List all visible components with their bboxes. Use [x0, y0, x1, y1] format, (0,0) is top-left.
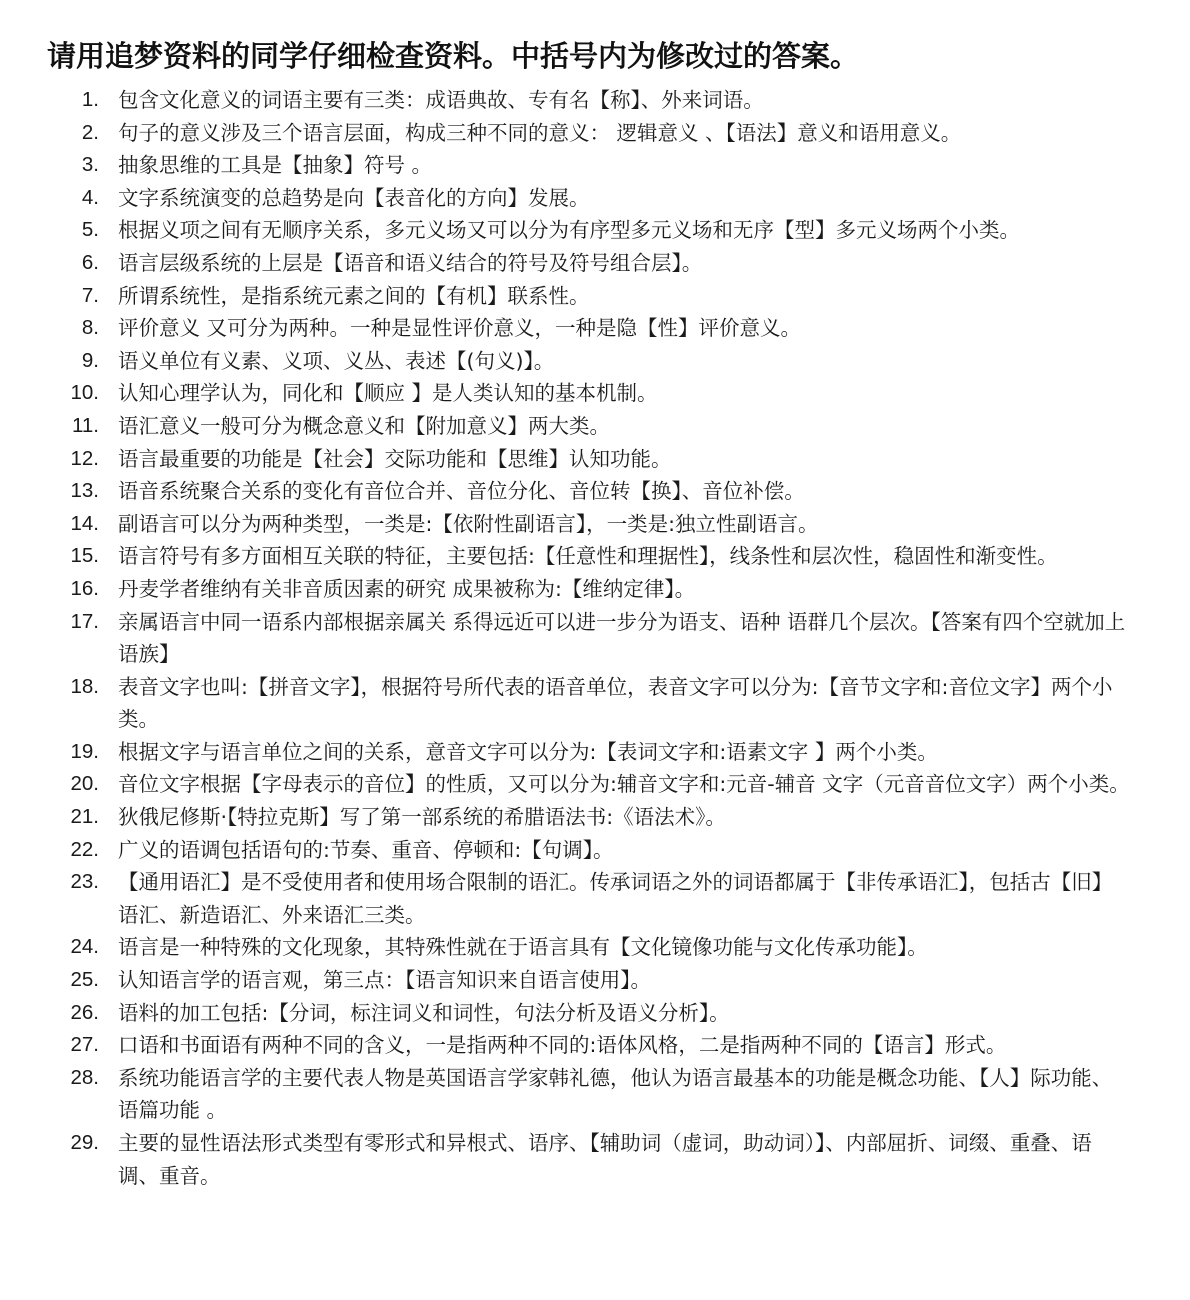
- item-number: 9.: [81, 348, 99, 372]
- item-text: 主要的显性语法形式类型有零形式和异根式、语序、【辅助词（虚词，助动词）】、内部屈折、词缀、重叠、语调、重音。: [118, 1131, 1092, 1188]
- item-number: 28.: [70, 1065, 99, 1089]
- item-number: 29.: [70, 1131, 99, 1154]
- item-number: 2.: [81, 120, 99, 144]
- list-item: [47, 247, 1150, 280]
- item-text: 语言最重要的功能是【社会】交际功能和【思维】认知功能。: [118, 446, 672, 471]
- item-number: 5.: [81, 218, 99, 242]
- list-item: [47, 964, 1150, 997]
- item-text: 认知语言学的语言观，第三点：【语言知识来自语言使用】。: [118, 968, 651, 993]
- item-number: 15.: [70, 544, 99, 568]
- item-number: 24.: [70, 935, 99, 959]
- item-number: 18.: [70, 674, 99, 698]
- list-item: [47, 117, 1150, 150]
- item-text: 语言是一种特殊的文化现象，其特殊性就在于语言具有【文化镜像功能与文化传承功能】。: [118, 935, 928, 960]
- item-number: 7.: [81, 283, 99, 307]
- page-title: 请用追梦资料的同学仔细检查资料。中括号内为修改过的答案。: [47, 39, 860, 73]
- item-number: 12.: [70, 446, 99, 470]
- item-number: 3.: [81, 153, 99, 177]
- item-text: 语言层级系统的上层是【语音和语义结合的符号及符号组合层】。: [118, 250, 703, 275]
- item-text: 认知心理学认为，同化和【顺应 】是人类认知的基本机制。: [118, 381, 658, 406]
- item-text: 所谓系统性，是指系统元素之间的【有机】联系性。: [118, 283, 590, 308]
- list-item: [47, 540, 1150, 573]
- item-number: 13.: [70, 479, 99, 503]
- item-text: 【通用语汇】是不受使用者和使用场合限制的语汇。传承词语之外的词语都属于【非传承语汇】，包括古【旧】语汇、新造语汇、外来语汇三类。: [118, 870, 1113, 927]
- list-item: [47, 573, 1150, 606]
- list-item: [47, 1062, 1150, 1127]
- item-text: 根据文字与语言单位之间的关系，意音文字可以分为:【表词文字和:语素文字 】两个小类。: [118, 739, 938, 764]
- item-text: 文字系统演变的总趋势是向【表音化的方向】发展。: [118, 185, 590, 210]
- item-number: 26.: [70, 1000, 99, 1024]
- item-text: 根据义项之间有无顺序关系，多元义场又可以分为有序型多元义场和无序【型】多元义场两个小类。: [118, 218, 1020, 243]
- item-text: 丹麦学者维纳有关非音质因素的研究 成果被称为:【维纳定律】。: [118, 576, 696, 601]
- item-number: 8.: [81, 316, 99, 340]
- list-item: [47, 768, 1150, 801]
- list-item: [47, 312, 1150, 345]
- item-text: 语料的加工包括:【分词，标注词义和词性，句法分析及语义分析】。: [118, 1000, 730, 1025]
- item-text: 表音文字也叫:【拼音文字】，根据符号所代表的语音单位，表音文字可以分为:【音节文字和:音位文字】两个小类。: [118, 674, 1113, 732]
- list-item: [47, 345, 1150, 378]
- answer-list: [47, 84, 1150, 1192]
- item-text: 语义单位有义素、义项、义丛、表述【(句义)】。: [118, 348, 555, 373]
- list-item: [47, 736, 1150, 769]
- item-text: 评价意义 又可分为两种。一种是显性评价意义，一种是隐【性】评价意义。: [118, 316, 802, 341]
- item-text: 包含文化意义的词语主要有三类：成语典故、专有名【称】、外来词语。: [118, 88, 764, 112]
- list-item: [47, 214, 1150, 247]
- item-number: 1.: [81, 88, 99, 111]
- item-number: 10.: [70, 381, 99, 405]
- item-text: 语汇意义一般可分为概念意义和【附加意义】两大类。: [118, 413, 610, 438]
- list-item: [47, 377, 1150, 410]
- list-item: [47, 410, 1150, 443]
- item-text: 副语言可以分为两种类型，一类是:【依附性副语言】，一类是:独立性副语言。: [118, 511, 819, 536]
- item-number: 11.: [72, 413, 99, 437]
- list-item: [47, 671, 1150, 736]
- item-text: 广义的语调包括语句的:节奏、重音、停顿和:【句调】。: [118, 837, 614, 862]
- list-item: [47, 866, 1150, 931]
- list-item: [47, 1029, 1150, 1062]
- item-number: 17.: [70, 609, 99, 633]
- item-number: 14.: [70, 511, 99, 535]
- list-item: [47, 801, 1150, 834]
- item-number: 21.: [70, 805, 99, 829]
- item-text: 音位文字根据【字母表示的音位】的性质，又可以分为:辅音文字和:元音-辅音 文字（元音音位文字）两个小类。: [118, 772, 1130, 797]
- item-number: 25.: [70, 968, 99, 992]
- list-item: [47, 182, 1150, 215]
- item-text: 语言符号有多方面相互关联的特征，主要包括:【任意性和理据性】，线条性和层次性，稳固性和渐变性。: [118, 544, 1058, 569]
- item-text: 句子的意义涉及三个语言层面，构成三种不同的意义： 逻辑意义 、【语法】意义和语用意义。: [118, 120, 962, 145]
- list-item: [47, 931, 1150, 964]
- item-text: 亲属语言中同一语系内部根据亲属关 系得远近可以进一步分为语支、语种 语群几个层次。【答案有四个空就加上语族】: [118, 609, 1126, 667]
- item-text: 狄俄尼修斯·【特拉克斯】写了第一部系统的希腊语法书:《语法术》。: [118, 805, 726, 830]
- item-number: 19.: [70, 739, 99, 763]
- item-text: 抽象思维的工具是【抽象】符号 。: [118, 153, 433, 178]
- item-text: 语音系统聚合关系的变化有音位合并、音位分化、音位转【换】、音位补偿。: [118, 479, 805, 504]
- list-item: [47, 280, 1150, 313]
- item-number: 20.: [70, 772, 99, 796]
- list-item: [47, 149, 1150, 182]
- item-number: 4.: [81, 185, 99, 209]
- list-item: [47, 1127, 1150, 1192]
- item-number: 16.: [70, 576, 99, 600]
- item-text: 口语和书面语有两种不同的含义，一是指两种不同的:语体风格，二是指两种不同的【语言】形式。: [118, 1033, 1007, 1058]
- list-item: [47, 508, 1150, 541]
- list-item: [47, 475, 1150, 508]
- item-number: 6.: [81, 250, 99, 274]
- item-text: 系统功能语言学的主要代表人物是英国语言学家韩礼德，他认为语言最基本的功能是概念功能、【人】际功能、语篇功能 。: [118, 1065, 1113, 1123]
- list-item: [47, 834, 1150, 867]
- item-number: 23.: [70, 870, 99, 894]
- list-item: [47, 84, 1150, 117]
- list-item: [47, 997, 1150, 1030]
- item-number: 22.: [70, 837, 99, 861]
- item-number: 27.: [70, 1033, 99, 1057]
- list-item: [47, 606, 1150, 671]
- list-item: [47, 443, 1150, 476]
